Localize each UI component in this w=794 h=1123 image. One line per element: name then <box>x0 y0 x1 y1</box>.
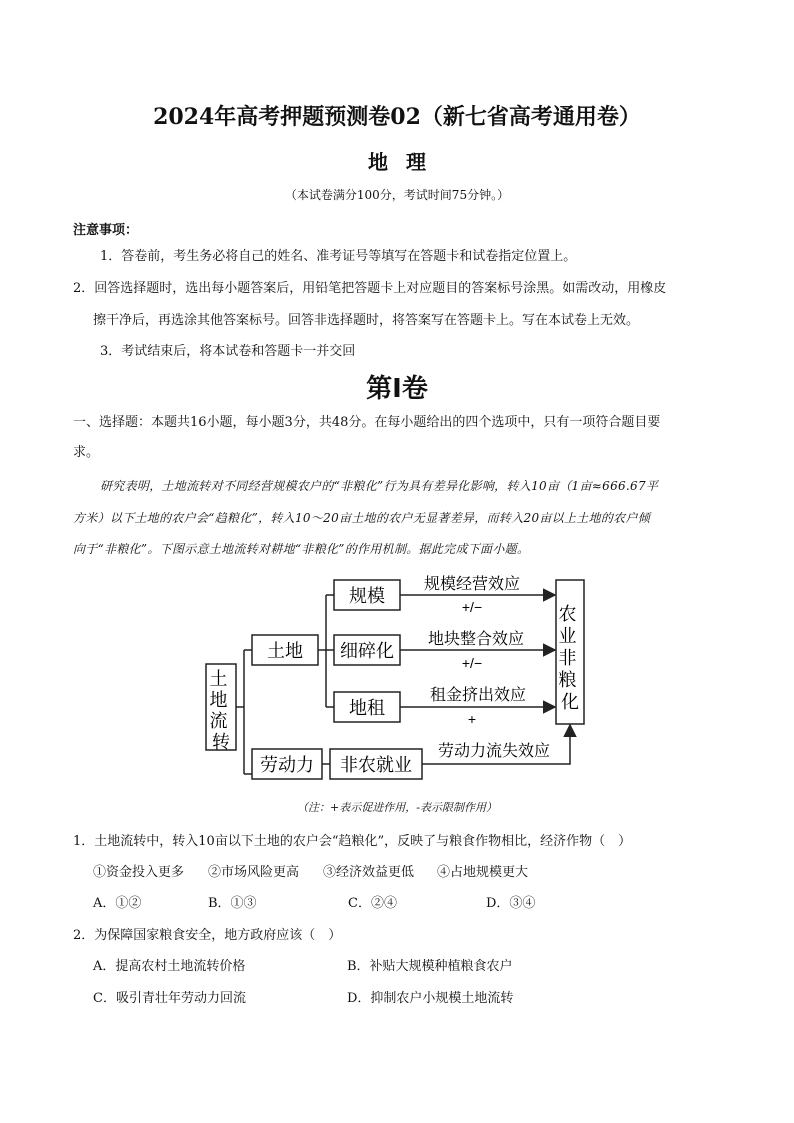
q2-option-a[interactable]: A．提高农村土地流转价格 <box>93 959 246 974</box>
q2-stem: 2．为保障国家粮食安全，地方政府应该（ ） <box>73 928 342 943</box>
effect-labor-label: 劳动力流失效应 <box>437 743 551 760</box>
q1-option-d[interactable]: D．③④ <box>486 896 536 911</box>
section-intro-line-2: 求。 <box>73 445 100 460</box>
note-item-3: 3．考试结束后，将本试卷和答题卡一并交回 <box>100 344 356 359</box>
q1-statement-3: ③经济效益更低 <box>323 865 415 880</box>
rent-label: 地租 <box>349 698 385 718</box>
q1-option-a[interactable]: A．①② <box>93 896 142 911</box>
material-line-2: 方米）以下土地的农户会“趋粮化”，转入10～20亩土地的农户无显著差异，而转入20亩以上土地的农户倾 <box>73 511 651 525</box>
target-label: 农 业 非 粮 化 <box>558 604 579 712</box>
land-label: 土地 <box>267 641 303 661</box>
section-intro-line-1: 一、选择题：本题共16小题，每小题3分，共48分。在每小题给出的四个选项中，只有一项符合题目要 <box>73 415 661 430</box>
effect-scale-label: 规模经营效应 <box>423 576 521 593</box>
exam-info: （本试卷满分100分，考试时间75分钟。） <box>284 188 510 202</box>
q1-stem: 1．土地流转中，转入10亩以下土地的农户会“趋粮化”，反映了与粮食作物相比，经济作物（ ） <box>73 834 632 849</box>
effect-rent-label: 租金挤出效应 <box>429 687 527 704</box>
sign-scale-label: +/− <box>461 599 483 615</box>
note-item-2-line-2: 擦干净后，再选涂其他答案标号。回答非选择题时，将答案写在答题卡上。写在本试卷上无效。 <box>93 313 640 328</box>
root-label: 土 地 流 转 <box>209 669 230 752</box>
page-title: 2024年高考押题预测卷02（新七省高考通用卷） <box>153 104 641 130</box>
nonfarm-label: 非农就业 <box>340 755 412 775</box>
q1-option-c[interactable]: C．②④ <box>348 896 397 911</box>
scale-label: 规模 <box>349 586 385 606</box>
material-line-1: 研究表明，土地流转对不同经营规模农户的“非粮化”行为具有差异化影响，转入10亩（1亩≈666.67平 <box>100 479 659 493</box>
q1-option-b[interactable]: B．①③ <box>208 896 257 911</box>
diagram-caption: （注：+表示促进作用，-表示限制作用） <box>297 801 497 814</box>
section-title: 第Ⅰ卷 <box>366 374 428 404</box>
note-item-2-line-1: 2．回答选择题时，选出每小题答案后，用铅笔把答题卡上对应题目的答案标号涂黑。如需改动，用橡皮 <box>73 281 667 296</box>
sign-frag-label: +/− <box>461 655 483 671</box>
notes-title: 注意事项： <box>73 223 139 238</box>
note-item-1: 1．答卷前，考生务必将自己的姓名、准考证号等填写在答题卡和试卷指定位置上。 <box>100 249 577 264</box>
effect-frag-label: 地块整合效应 <box>427 631 525 648</box>
q2-option-b[interactable]: B．补贴大规模种植粮食农户 <box>347 959 513 974</box>
q2-option-c[interactable]: C．吸引青壮年劳动力回流 <box>93 991 246 1006</box>
fragmentation-label: 细碎化 <box>340 641 394 661</box>
q1-statement-1: ①资金投入更多 <box>93 865 185 880</box>
q1-statement-4: ④占地规模更大 <box>437 865 529 880</box>
mechanism-diagram <box>190 568 604 788</box>
sign-rent-label: + <box>467 711 477 727</box>
labor-label: 劳动力 <box>260 755 314 775</box>
material-line-3: 向于“非粮化”。下图示意土地流转对耕地“非粮化”的作用机制。据此完成下面小题。 <box>73 542 530 556</box>
q2-option-d[interactable]: D．抑制农户小规模土地流转 <box>347 991 514 1006</box>
subject-title: 地理 <box>368 150 444 174</box>
q1-statement-2: ②市场风险更高 <box>208 865 300 880</box>
